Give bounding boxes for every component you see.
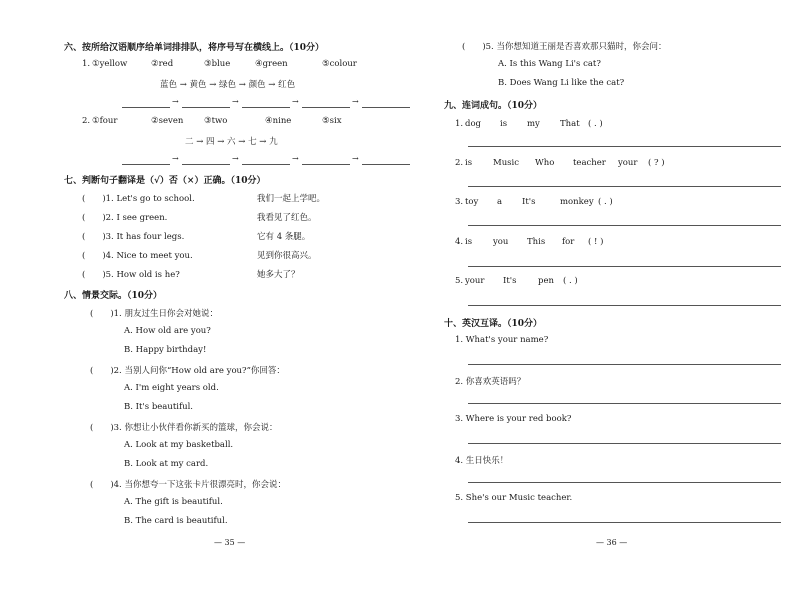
- section-8-title: 八、情景交际。（10分）: [64, 291, 163, 301]
- s6-q1-word: ②red: [151, 59, 174, 69]
- s7-sentence: ( )3. It has four legs.: [82, 232, 185, 242]
- s8-option-a: A. Look at my basketball.: [124, 440, 234, 450]
- arrow-icon: →: [172, 154, 179, 163]
- s9-number: 1.: [455, 119, 464, 129]
- s10-item: 3. Where is your red book?: [455, 414, 572, 424]
- answer-line[interactable]: [468, 305, 781, 306]
- answer-blank[interactable]: [242, 164, 290, 165]
- s8-question: ( )3. 你想让小伙伴看你新买的篮球，你会说：: [90, 423, 278, 433]
- s10-item: 5. She's our Music teacher.: [455, 493, 573, 503]
- s9-word: ( ? ): [648, 158, 665, 168]
- s6-q2-order: 二 → 四 → 六 → 七 → 九: [185, 137, 278, 147]
- s8-option-b: B. Happy birthday!: [124, 345, 207, 355]
- s10-item: 1. What's your name?: [455, 335, 549, 345]
- s8-option-a: A. Is this Wang Li's cat?: [498, 59, 601, 69]
- s9-word: you: [493, 237, 509, 247]
- section-6-title: 六、按所给汉语顺序给单词排排队，将序号写在横线上。（10分）: [64, 43, 325, 53]
- s7-sentence: ( )4. Nice to meet you.: [82, 251, 193, 261]
- s6-q2-word: ③two: [204, 116, 228, 126]
- answer-blank[interactable]: [182, 107, 230, 108]
- s9-word: ( . ): [588, 119, 603, 129]
- s9-word: ( . ): [598, 197, 613, 207]
- answer-line[interactable]: [468, 482, 781, 483]
- s8-option-b: B. Look at my card.: [124, 459, 209, 469]
- s7-translation: 见到你很高兴。: [257, 251, 317, 261]
- arrow-icon: →: [172, 97, 179, 106]
- s9-word: a: [497, 197, 503, 207]
- s7-translation: 我看见了红色。: [257, 213, 317, 223]
- s6-q1-word: ③blue: [204, 59, 231, 69]
- s7-translation: 它有 4 条腿。: [257, 232, 311, 242]
- s9-word: my: [527, 119, 540, 129]
- s6-q2-word: ②seven: [151, 116, 184, 126]
- s9-number: 5.: [455, 276, 464, 286]
- arrow-icon: →: [232, 154, 239, 163]
- s9-word: ( ! ): [588, 237, 604, 247]
- answer-blank[interactable]: [122, 164, 170, 165]
- s6-q1-number: 1.: [82, 59, 91, 69]
- s8-option-a: A. How old are you?: [124, 326, 211, 336]
- answer-blank[interactable]: [362, 107, 410, 108]
- s7-sentence: ( )2. I see green.: [82, 213, 168, 223]
- s8-option-a: A. I'm eight years old.: [124, 383, 219, 393]
- section-9-title: 九、连词成句。（10分）: [444, 101, 543, 111]
- answer-blank[interactable]: [362, 164, 410, 165]
- s8-option-b: B. It's beautiful.: [124, 402, 194, 412]
- s9-word: This: [527, 237, 546, 247]
- s9-number: 4.: [455, 237, 464, 247]
- s6-q2-word: ⑤six: [322, 116, 342, 126]
- s9-word: your: [465, 276, 485, 286]
- s6-q1-word: ④green: [255, 59, 288, 69]
- section-7-title: 七、判断句子翻译是（√）否（×）正确。（10分）: [64, 176, 266, 186]
- arrow-icon: →: [232, 97, 239, 106]
- s9-word: your: [618, 158, 638, 168]
- s6-q1-order: 蓝色 → 黄色 → 绿色 → 颜色 → 红色: [160, 80, 296, 90]
- s9-word: dog: [465, 119, 481, 129]
- arrow-icon: →: [352, 97, 359, 106]
- answer-line[interactable]: [468, 364, 781, 365]
- answer-line[interactable]: [468, 225, 781, 226]
- answer-blank[interactable]: [302, 164, 350, 165]
- page-number-left: — 35 —: [214, 538, 246, 547]
- s9-word: It's: [522, 197, 536, 207]
- answer-blank[interactable]: [182, 164, 230, 165]
- answer-blank[interactable]: [302, 107, 350, 108]
- s9-word: That: [560, 119, 580, 129]
- s8-option-b: B. Does Wang Li like the cat?: [498, 78, 625, 88]
- s9-word: for: [562, 237, 575, 247]
- answer-blank[interactable]: [122, 107, 170, 108]
- s6-q1-word: ①yellow: [92, 59, 128, 69]
- answer-line[interactable]: [468, 146, 781, 147]
- s7-translation: 她多大了？: [257, 270, 300, 280]
- s10-item: 2. 你喜欢英语吗？: [455, 377, 526, 387]
- section-10-title: 十、英汉互译。（10分）: [444, 319, 543, 329]
- s7-sentence: ( )5. How old is he?: [82, 270, 180, 280]
- arrow-icon: →: [292, 154, 299, 163]
- s9-word: is: [465, 237, 473, 247]
- s9-word: Who: [535, 158, 555, 168]
- s9-word: ( . ): [563, 276, 578, 286]
- s9-word: Music: [493, 158, 520, 168]
- s9-word: monkey: [560, 197, 594, 207]
- s9-word: is: [500, 119, 508, 129]
- answer-line[interactable]: [468, 186, 781, 187]
- s9-number: 2.: [455, 158, 464, 168]
- s6-q1-word: ⑤colour: [322, 59, 357, 69]
- answer-blank[interactable]: [242, 107, 290, 108]
- s8-question: ( )1. 朋友过生日你会对她说：: [90, 309, 218, 319]
- arrow-icon: →: [292, 97, 299, 106]
- answer-line[interactable]: [468, 403, 781, 404]
- s8-question: ( )2. 当别人问你“How old are you?”你回答：: [90, 366, 285, 376]
- s9-word: is: [465, 158, 473, 168]
- s8-question: ( )5. 当你想知道王丽是否喜欢那只猫时，你会问：: [462, 42, 667, 52]
- answer-line[interactable]: [468, 266, 781, 267]
- s8-question: ( )4. 当你想夸一下这张卡片很漂亮时，你会说：: [90, 480, 286, 490]
- s6-q2-word: ①four: [92, 116, 118, 126]
- s7-sentence: ( )1. Let's go to school.: [82, 194, 195, 204]
- answer-line[interactable]: [468, 443, 781, 444]
- page-number-right: — 36 —: [596, 538, 628, 547]
- answer-line[interactable]: [468, 522, 781, 523]
- s9-word: teacher: [573, 158, 606, 168]
- s10-item: 4. 生日快乐！: [455, 456, 509, 466]
- s9-word: It's: [503, 276, 517, 286]
- s8-option-b: B. The card is beautiful.: [124, 516, 228, 526]
- arrow-icon: →: [352, 154, 359, 163]
- s6-q2-number: 2.: [82, 116, 91, 126]
- s9-word: pen: [538, 276, 554, 286]
- s6-q2-word: ④nine: [265, 116, 292, 126]
- s8-option-a: A. The gift is beautiful.: [124, 497, 223, 507]
- s9-word: toy: [465, 197, 479, 207]
- s7-translation: 我们一起上学吧。: [257, 194, 326, 204]
- s9-number: 3.: [455, 197, 464, 207]
